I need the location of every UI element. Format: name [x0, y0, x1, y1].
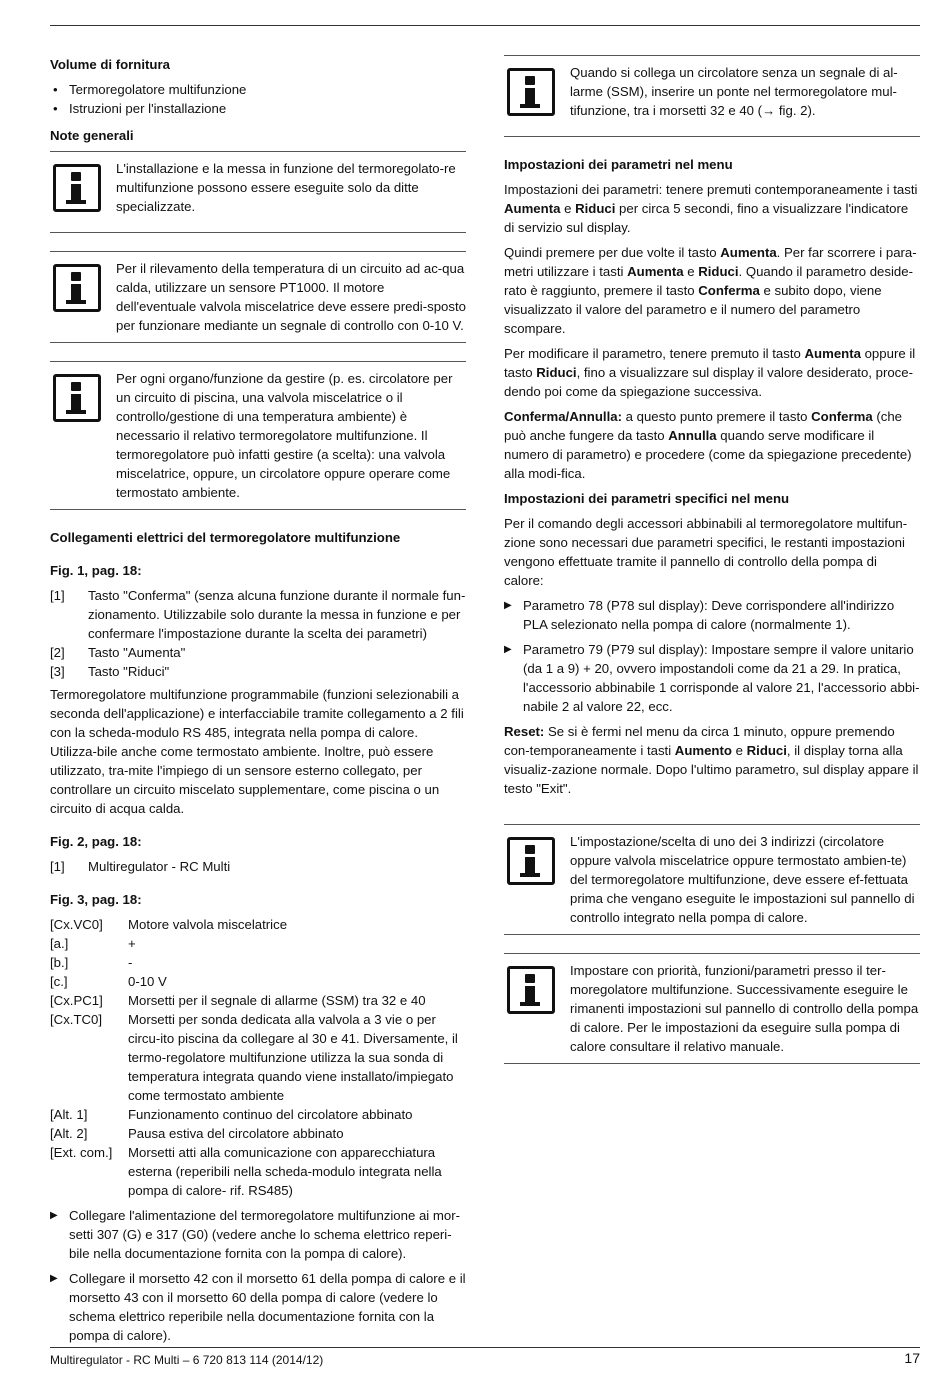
- bold-run: Conferma: [811, 409, 873, 424]
- text-run: Per modificare il parametro, tenere premuto il tasto: [504, 346, 805, 361]
- info-icon: [507, 837, 555, 885]
- legend-key: [Ext. com.]: [50, 1145, 113, 1160]
- text-run: e: [560, 201, 576, 216]
- bold-run: Aumenta: [720, 245, 777, 260]
- menu-paragraph: [504, 180, 920, 237]
- legend-key: [Alt. 1]: [50, 1107, 88, 1122]
- text-run: oppure il tasto: [504, 346, 916, 380]
- legend-key: [1]: [50, 588, 65, 603]
- legend-row: [50, 586, 466, 643]
- note-text: Per ogni organo/funzione da gestire (p. es. circolatore per un circuito di piscina, una valvola miscelatrice o il controllo/gestione di una temperatura ambiente) è necessario il relativo termoregolatore multifunzione. Il termoregolatore può infatti gestire (a scelta): una valvola miscelatrice, oppure, un circolatore oppure operare come termostato ambiente.: [116, 371, 453, 500]
- action-text: Collegare il morsetto 42 con il morsetto 61 della pompa di calore e il morsetto 43 con il morsetto 60 della pompa di calore (vedere lo schema elettrico reperibile nella documentazione fornita con la pompa di calore).: [69, 1271, 466, 1343]
- footer-doc-reference: Multiregulator - RC Multi – 6 720 813 114 (2014/12): [50, 1353, 324, 1367]
- legend-row: [50, 857, 466, 876]
- general-notes-title: Note generali: [50, 128, 134, 143]
- action-text: Parametro 79 (P79 sul display): Impostare sempre il valore unitario (da 1 a 9) + 20, ovvero impostandoli come da 21 a 29. In pratica, l'accessorio abbinabile 1 corrisponde al valore 21, l'accessorio abbi-nabile 2 al valore 22, ecc.: [523, 642, 920, 714]
- legend-value: Morsetti per il segnale di allarme (SSM) tra 32 e 40: [128, 993, 426, 1008]
- legend-row: [50, 1010, 466, 1105]
- text-run: , il display torna alla visualiz-zazione normale. Dopo l'ultimo parametro, sul display appare il testo "Exit".: [504, 743, 919, 796]
- legend-key: [a.]: [50, 936, 69, 951]
- legend-row: [50, 915, 466, 934]
- info-note: [504, 55, 920, 137]
- menu-paragraph: [504, 344, 920, 401]
- note-text: Impostare con priorità, funzioni/parametri presso il ter-moregolatore multifunzione. Successivamente eseguire le rimanenti impostazioni sul pannello di controllo della pompa di calore. Per le impostazioni da eseguire sulla pompa di calore consultare il relativo manuale.: [570, 963, 919, 1054]
- text-run: Se si è fermi nel menu da circa 1 minuto, oppure premendo con-temporaneamente i tasti: [504, 724, 895, 758]
- legend-key: [Cx.VC0]: [50, 917, 103, 932]
- text-run: Impostazioni dei parametri: tenere premuti contemporaneamente i tasti: [504, 182, 918, 197]
- legend-key: [Cx.TC0]: [50, 1012, 103, 1027]
- legend-value: Tasto "Riduci": [88, 664, 170, 679]
- text-run: , fino a visualizzare sul display il valore desiderato, proce-dendo poi come da spiegazione successiva.: [504, 365, 914, 399]
- legend-key: [c.]: [50, 974, 68, 989]
- note-text: L'impostazione/scelta di uno dei 3 indirizzi (circolatore oppure valvola miscelatrice oppure termostato ambien-te) del termoregolatore multifunzione, deve essere ef-fettuata prima che vengano eseguite le impostazioni sul pannello di controllo integrato nella pompa di calore.: [570, 834, 915, 925]
- triangle-right-icon: ▶: [50, 1273, 58, 1284]
- bold-run: Aumenta: [627, 264, 684, 279]
- right-column: [504, 55, 920, 1082]
- bold-run: Conferma: [698, 283, 760, 298]
- info-icon: [507, 966, 555, 1014]
- fig3-title: Fig. 3, pag. 18:: [50, 892, 142, 907]
- legend-row: [50, 1124, 466, 1143]
- info-note: [504, 953, 920, 1064]
- legend-value: Pausa estiva del circolatore abbinato: [128, 1126, 344, 1141]
- page-number: 17: [904, 1350, 920, 1366]
- legend-key: [2]: [50, 645, 65, 660]
- action-item: [504, 596, 920, 634]
- info-note: [50, 251, 466, 343]
- triangle-right-icon: ▶: [504, 600, 512, 611]
- bold-run: Reset:: [504, 724, 545, 739]
- text-run: e subito dopo, viene visualizzato il valore del parametro e il numero del parametro scompare.: [504, 283, 882, 336]
- legend-value: Funzionamento continuo del circolatore abbinato: [128, 1107, 413, 1122]
- info-note: [50, 151, 466, 233]
- info-note: [504, 824, 920, 935]
- menu-title: Impostazioni dei parametri nel menu: [504, 157, 733, 172]
- action-item: [504, 640, 920, 716]
- reset-paragraph: [504, 722, 920, 798]
- bold-run: Aumenta: [804, 346, 861, 361]
- menu-paragraph: [504, 407, 920, 483]
- text-run: quando serve modificare il numero di parametro) e procedere (come da spiegazione precedente) alla modi-fica.: [504, 428, 912, 481]
- footer-rule: [50, 1347, 920, 1348]
- list-item: • Termoregolatore multifunzione: [50, 80, 466, 99]
- legend-value: Tasto "Conferma" (senza alcuna funzione durante il normale fun-zionamento. Utilizzabile solo durante la messa in funzione e per confermare l'impostazione durante la scelta dei parametri): [88, 588, 466, 641]
- legend-key: [1]: [50, 859, 65, 874]
- fig1-paragraph: Termoregolatore multifunzione programmabile (funzioni selezionabili a seconda dell'applicazione) e interfacciabile tramite collegamento a 2 fili con la scheda-modulo RS 485, integrata nella pompa di calore. Utilizza-bile anche come termostato ambiente. Inoltre, può essere utilizzato, tra-mite l'impiego di un sensore esterno collegato, per controllare un circuito miscelato supplementare, come piscina o un circuito di acqua calda.: [50, 687, 464, 816]
- volume-list: [50, 80, 466, 118]
- legend-row: [50, 991, 466, 1010]
- action-text: Collegare l'alimentazione del termoregolatore multifunzione ai mor-setti 307 (G) e 317 (G0) (vedere anche lo schema elettrico reperi-bile nella documentazione fornita con la pompa di calore).: [69, 1208, 461, 1261]
- electrical-title: Collegamenti elettrici del termoregolatore multifunzione: [50, 530, 401, 545]
- legend-value: Morsetti per sonda dedicata alla valvola a 3 vie o per circu-ito piscina da collegare al 30 e 41. Diversamente, il termo-regolatore multifunzione utilizza la sua sonda di temperatura integrata quando viene installato/impiegato come termostato ambiente: [128, 1012, 458, 1103]
- legend-key: [Cx.PC1]: [50, 993, 103, 1008]
- specific-list: [504, 596, 920, 716]
- left-column: [50, 55, 466, 1351]
- legend-value: 0-10 V: [128, 974, 167, 989]
- fig1-title: Fig. 1, pag. 18:: [50, 563, 142, 578]
- text-run: e: [683, 264, 699, 279]
- text-run: a questo punto premere il tasto: [621, 409, 812, 424]
- triangle-right-icon: ▶: [50, 1210, 58, 1221]
- bold-run: Riduci: [746, 743, 787, 758]
- legend-value: Multiregulator - RC Multi: [88, 859, 231, 874]
- legend-row: [50, 953, 466, 972]
- legend-value: Tasto "Aumenta": [88, 645, 186, 660]
- specific-title: Impostazioni dei parametri specifici nel menu: [504, 491, 790, 506]
- note-text: Per il rilevamento della temperatura di un circuito ad ac-qua calda, utilizzare un sensore PT1000. Il motore dell'eventuale valvola miscelatrice deve essere predi-sposto per funzionare mediante un segnale di controllo con 0-10 V.: [116, 261, 466, 333]
- text-run: e: [731, 743, 747, 758]
- note-text: L'installazione e la messa in funzione del termoregolato-re multifunzione possono essere eseguite solo da ditte specializzate.: [116, 161, 456, 214]
- volume-title: Volume di fornitura: [50, 57, 170, 72]
- legend-key: [3]: [50, 664, 65, 679]
- legend-value: +: [128, 936, 136, 951]
- bold-run: Annulla: [668, 428, 717, 443]
- legend-key: [Alt. 2]: [50, 1126, 88, 1141]
- info-icon: [53, 264, 101, 312]
- bold-run: Aumento: [674, 743, 732, 758]
- legend-value: Motore valvola miscelatrice: [128, 917, 288, 932]
- bold-run: Riduci: [575, 201, 616, 216]
- legend-row: [50, 972, 466, 991]
- info-note: [50, 361, 466, 510]
- legend-key: [b.]: [50, 955, 69, 970]
- action-item: [50, 1269, 466, 1345]
- action-item: [50, 1206, 466, 1263]
- text-run: (che può anche fungere da tasto: [504, 409, 902, 443]
- text-run: per circa 5 secondi, fino a visualizzare l'indicatore di servizio sul display.: [504, 201, 909, 235]
- fig2-title: Fig. 2, pag. 18:: [50, 834, 142, 849]
- action-list: [50, 1206, 466, 1345]
- top-rule: [50, 25, 920, 26]
- text-run: . Quando il parametro deside-rato è raggiunto, premere il tasto: [504, 264, 913, 298]
- legend-row: [50, 1105, 466, 1124]
- info-icon: [53, 374, 101, 422]
- info-icon: [53, 164, 101, 212]
- menu-paragraph: [504, 243, 920, 338]
- triangle-right-icon: ▶: [504, 644, 512, 655]
- legend-row: [50, 934, 466, 953]
- bold-run: Riduci: [536, 365, 577, 380]
- info-icon: [507, 68, 555, 116]
- action-text: Parametro 78 (P78 sul display): Deve corrispondere all'indirizzo PLA selezionato nella pompa di calore (normalmente 1).: [523, 598, 895, 632]
- legend-value: Morsetti atti alla comunicazione con apparecchiatura esterna (reperibili nella scheda-modulo integrata nella pompa di calore- rif. RS485): [128, 1145, 442, 1198]
- specific-paragraph: Per il comando degli accessori abbinabili al termoregolatore multifun-zione sono necessari due parametri specifici, le restanti impostazioni vengono effettuate tramite il pannello di controllo della pompa di calore:: [504, 516, 908, 588]
- bold-run: Riduci: [698, 264, 739, 279]
- legend-row: [50, 662, 466, 681]
- text-run: Quindi premere per due volte il tasto: [504, 245, 721, 260]
- legend-row: [50, 643, 466, 662]
- bold-run: Aumenta: [504, 201, 561, 216]
- legend-value: -: [128, 955, 133, 970]
- legend-row: [50, 1143, 466, 1200]
- note-text: Quando si collega un circolatore senza un segnale di al-larme (SSM), inserire un ponte nel termoregolatore mul-tifunzione, tra i morsetti 32 e 40 (→ fig. 2).: [570, 65, 898, 118]
- text-run: . Per far scorrere i para-metri utilizzare i tasti: [504, 245, 917, 279]
- list-item: • Istruzioni per l'installazione: [50, 99, 466, 118]
- bold-run: Conferma/Annulla:: [504, 409, 622, 424]
